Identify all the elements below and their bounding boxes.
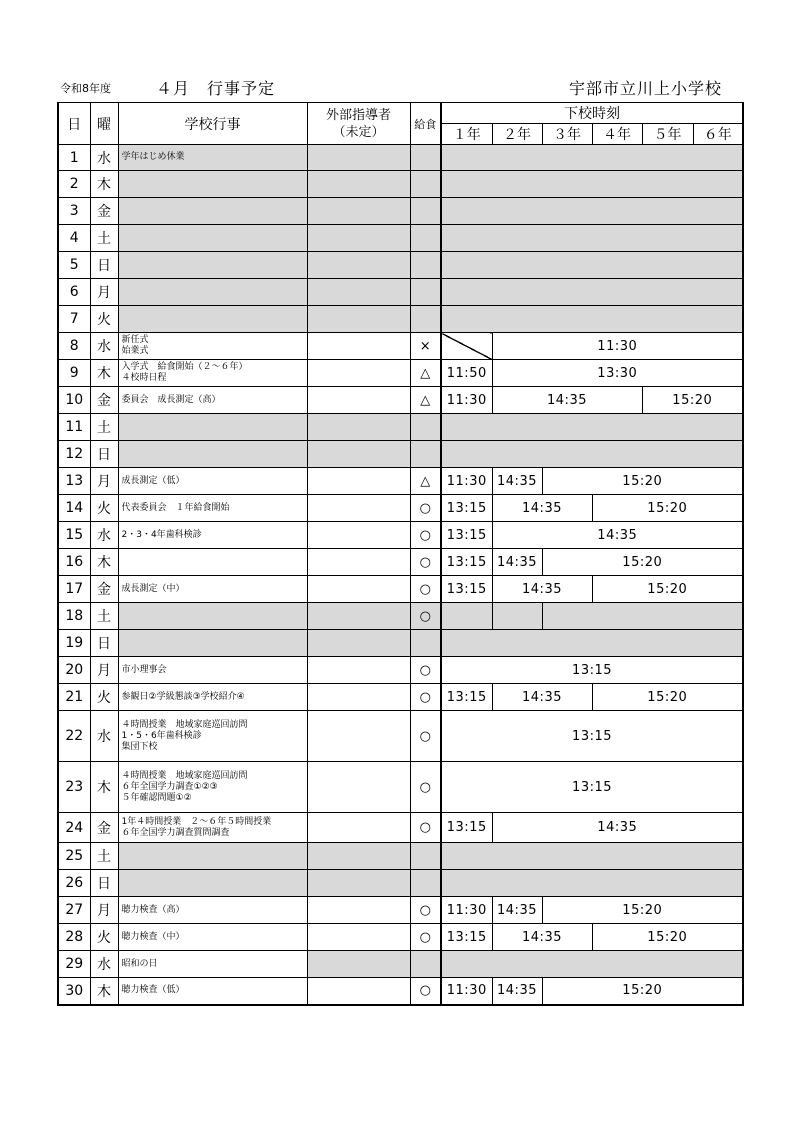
event-text: 成長測定（低） — [118, 468, 307, 495]
day-number: 2 — [58, 171, 90, 198]
dismissal-time: 15:20 — [592, 576, 743, 603]
lunch-mark: ○ — [410, 684, 441, 711]
schedule-row — [58, 978, 743, 1005]
schedule-row — [58, 145, 743, 171]
schedule-row — [58, 603, 743, 630]
weekday: 日 — [90, 252, 118, 279]
day-number: 5 — [58, 252, 90, 279]
instructor-cell — [307, 387, 410, 414]
dismissal-empty — [542, 603, 743, 630]
dismissal-time: 15:20 — [592, 495, 743, 522]
dismissal-empty — [441, 225, 743, 252]
schedule-table — [57, 102, 744, 1006]
event-text: 昭和の日 — [118, 951, 307, 978]
schedule-row — [58, 522, 743, 549]
weekday: 月 — [90, 897, 118, 924]
event-text: 1年４時間授業 ２～６年５時間授業 ６年全国学力調査質問調査 — [118, 813, 307, 843]
weekday: 木 — [90, 762, 118, 813]
weekday: 日 — [90, 630, 118, 657]
dismissal-time: 15:20 — [592, 924, 743, 951]
day-number: 1 — [58, 145, 90, 171]
lunch-mark — [410, 225, 441, 252]
instructor-cell — [307, 924, 410, 951]
instructor-cell — [307, 630, 410, 657]
dismissal-time: 15:20 — [542, 978, 743, 1005]
lunch-mark — [410, 441, 441, 468]
day-number: 15 — [58, 522, 90, 549]
instructor-cell — [307, 441, 410, 468]
weekday: 火 — [90, 495, 118, 522]
weekday: 火 — [90, 924, 118, 951]
lunch-mark — [410, 843, 441, 870]
instructor-cell — [307, 468, 410, 495]
event-text — [118, 171, 307, 198]
weekday: 月 — [90, 279, 118, 306]
schedule-row — [58, 441, 743, 468]
weekday: 水 — [90, 522, 118, 549]
event-text — [118, 843, 307, 870]
event-text — [118, 441, 307, 468]
weekday: 火 — [90, 306, 118, 333]
event-text — [118, 306, 307, 333]
schedule-row — [58, 252, 743, 279]
instructor-cell — [307, 252, 410, 279]
instructor-cell — [307, 870, 410, 897]
dismissal-time: 14:35 — [492, 522, 743, 549]
event-text: 参観日②学級懇談③学校紹介④ — [118, 684, 307, 711]
dismissal-empty — [441, 870, 743, 897]
lunch-mark: ○ — [410, 522, 441, 549]
event-text — [118, 198, 307, 225]
day-number: 11 — [58, 414, 90, 441]
day-number: 18 — [58, 603, 90, 630]
dismissal-time: 13:15 — [441, 495, 492, 522]
dismissal-time: 14:35 — [492, 495, 592, 522]
instructor-cell — [307, 549, 410, 576]
weekday: 水 — [90, 951, 118, 978]
event-text: 聴力検査（中） — [118, 924, 307, 951]
lunch-mark: ○ — [410, 762, 441, 813]
lunch-mark — [410, 171, 441, 198]
dismissal-empty — [441, 630, 743, 657]
page-header — [58, 76, 742, 98]
grade-3-header: ３年 — [542, 124, 592, 145]
weekday: 木 — [90, 549, 118, 576]
dismissal-empty — [441, 603, 492, 630]
lunch-mark — [410, 870, 441, 897]
dismissal-time: 15:20 — [642, 387, 743, 414]
dismissal-time: 13:15 — [441, 924, 492, 951]
page-title: ４月 行事予定 — [156, 79, 276, 98]
schedule-row — [58, 870, 743, 897]
day-number: 21 — [58, 684, 90, 711]
grade-2-header: ２年 — [492, 124, 542, 145]
dismissal-empty — [441, 843, 743, 870]
dismissal-time: 13:30 — [492, 360, 743, 387]
event-text: ４時間授業 地域家庭巡回訪問 1・5・6年歯科検診 集団下校 — [118, 711, 307, 762]
day-number: 26 — [58, 870, 90, 897]
schedule-row — [58, 813, 743, 843]
dismissal-empty — [492, 603, 542, 630]
event-text — [118, 630, 307, 657]
dismissal-time: 15:20 — [542, 549, 743, 576]
instructor-cell — [307, 279, 410, 306]
lunch-mark — [410, 252, 441, 279]
grade-5-header: ５年 — [642, 124, 693, 145]
grade-6-header: ６年 — [693, 124, 743, 145]
schedule-row — [58, 414, 743, 441]
instructor-cell — [307, 897, 410, 924]
lunch-mark: ○ — [410, 549, 441, 576]
instructor-cell — [307, 978, 410, 1005]
lunch-mark: ○ — [410, 603, 441, 630]
day-number: 28 — [58, 924, 90, 951]
dismissal-time: 13:15 — [441, 657, 743, 684]
instructor-cell — [307, 495, 410, 522]
dismissal-time: 15:20 — [542, 468, 743, 495]
schedule-row — [58, 657, 743, 684]
schedule-row — [58, 387, 743, 414]
dismissal-time: 11:30 — [441, 897, 492, 924]
day-number: 6 — [58, 279, 90, 306]
instructor-cell — [307, 198, 410, 225]
dismissal-time: 14:35 — [492, 684, 592, 711]
event-text: 代表委員会 １年給食開始 — [118, 495, 307, 522]
lunch-mark: ○ — [410, 495, 441, 522]
instructor-cell — [307, 762, 410, 813]
weekday: 土 — [90, 843, 118, 870]
dismissal-time: 14:35 — [492, 813, 743, 843]
instructor-cell — [307, 306, 410, 333]
weekday: 金 — [90, 198, 118, 225]
lunch-mark — [410, 306, 441, 333]
grade-4-header: ４年 — [592, 124, 642, 145]
day-number: 3 — [58, 198, 90, 225]
lunch-mark: △ — [410, 360, 441, 387]
event-text: 委員会 成長測定（高） — [118, 387, 307, 414]
dismissal-time: 13:15 — [441, 522, 492, 549]
event-text: 2・3・4年歯科検診 — [118, 522, 307, 549]
event-text: 新任式 始業式 — [118, 333, 307, 360]
schedule-row — [58, 897, 743, 924]
dismissal-time: 13:15 — [441, 684, 492, 711]
lunch-mark — [410, 279, 441, 306]
school-name: 宇部市立川上小学校 — [568, 79, 722, 98]
dismissal-empty — [441, 145, 743, 171]
weekday: 月 — [90, 468, 118, 495]
schedule-row — [58, 549, 743, 576]
day-number: 27 — [58, 897, 90, 924]
weekday: 月 — [90, 657, 118, 684]
event-text — [118, 414, 307, 441]
lunch-mark — [410, 145, 441, 171]
schedule-row — [58, 279, 743, 306]
day-number: 22 — [58, 711, 90, 762]
weekday: 日 — [90, 870, 118, 897]
day-number: 29 — [58, 951, 90, 978]
grade-1-header: １年 — [441, 124, 492, 145]
lunch-mark: ○ — [410, 657, 441, 684]
day-number: 25 — [58, 843, 90, 870]
event-text: 成長測定（中） — [118, 576, 307, 603]
weekday: 水 — [90, 333, 118, 360]
event-text — [118, 870, 307, 897]
schedule-row — [58, 924, 743, 951]
dismissal-time: 13:15 — [441, 711, 743, 762]
event-text — [118, 225, 307, 252]
event-text: 聴力検査（高） — [118, 897, 307, 924]
schedule-row — [58, 762, 743, 813]
day-number: 30 — [58, 978, 90, 1005]
event-text — [118, 549, 307, 576]
day-number: 12 — [58, 441, 90, 468]
dismissal-time: 13:15 — [441, 549, 492, 576]
schedule-row — [58, 951, 743, 978]
dismissal-time: 14:35 — [492, 924, 592, 951]
dismissal-empty — [441, 279, 743, 306]
dismissal-time: 14:35 — [492, 978, 542, 1005]
dismissal-empty — [441, 252, 743, 279]
fiscal-year: 令和8年度 — [60, 82, 111, 95]
dismissal-time: 14:35 — [492, 576, 592, 603]
weekday: 金 — [90, 576, 118, 603]
dismissal-time: 11:50 — [441, 360, 492, 387]
event-text: ４時間授業 地域家庭巡回訪問 ６年全国学力調査①②③ ５年確認問題①② — [118, 762, 307, 813]
col-lunch: 給食 — [410, 103, 441, 145]
day-number: 13 — [58, 468, 90, 495]
event-text — [118, 603, 307, 630]
event-text — [118, 279, 307, 306]
schedule-row — [58, 468, 743, 495]
dismissal-empty — [441, 414, 743, 441]
event-text: 学年はじめ休業 — [118, 145, 307, 171]
instructor-cell — [307, 951, 410, 978]
weekday: 木 — [90, 978, 118, 1005]
day-number: 4 — [58, 225, 90, 252]
dismissal-empty — [441, 198, 743, 225]
col-day: 日 — [58, 103, 90, 145]
lunch-mark: ○ — [410, 978, 441, 1005]
instructor-cell — [307, 333, 410, 360]
dismissal-time: 11:30 — [441, 468, 492, 495]
lunch-mark — [410, 198, 441, 225]
day-number: 10 — [58, 387, 90, 414]
day-number: 9 — [58, 360, 90, 387]
dismissal-time: 15:20 — [592, 684, 743, 711]
lunch-mark: ○ — [410, 813, 441, 843]
weekday: 木 — [90, 171, 118, 198]
dismissal-time: 15:20 — [542, 897, 743, 924]
weekday: 土 — [90, 414, 118, 441]
instructor-cell — [307, 522, 410, 549]
event-text — [118, 252, 307, 279]
lunch-mark — [410, 630, 441, 657]
dismissal-time: 14:35 — [492, 549, 542, 576]
day-number: 19 — [58, 630, 90, 657]
instructor-cell — [307, 414, 410, 441]
weekday: 金 — [90, 387, 118, 414]
day-number: 24 — [58, 813, 90, 843]
event-text: 市小理事会 — [118, 657, 307, 684]
dismissal-time: 14:35 — [492, 897, 542, 924]
weekday: 水 — [90, 145, 118, 171]
no-dismissal-cell — [441, 333, 492, 360]
weekday: 金 — [90, 813, 118, 843]
weekday: 土 — [90, 225, 118, 252]
event-text: 入学式 給食開始（２～６年） ４校時日程 — [118, 360, 307, 387]
dismissal-empty — [441, 171, 743, 198]
lunch-mark — [410, 414, 441, 441]
lunch-mark: ○ — [410, 924, 441, 951]
instructor-cell — [307, 360, 410, 387]
instructor-cell — [307, 657, 410, 684]
instructor-cell — [307, 171, 410, 198]
col-event: 学校行事 — [118, 103, 307, 145]
day-number: 16 — [58, 549, 90, 576]
schedule-row — [58, 225, 743, 252]
dismissal-empty — [441, 951, 743, 978]
lunch-mark — [410, 951, 441, 978]
instructor-cell — [307, 225, 410, 252]
dismissal-time: 11:30 — [441, 978, 492, 1005]
day-number: 23 — [58, 762, 90, 813]
col-instructor: 外部指導者 （未定） — [307, 103, 410, 145]
dismissal-time: 14:35 — [492, 468, 542, 495]
schedule-row — [58, 360, 743, 387]
day-number: 8 — [58, 333, 90, 360]
schedule-row — [58, 306, 743, 333]
dismissal-time: 13:15 — [441, 576, 492, 603]
event-text: 聴力検査（低） — [118, 978, 307, 1005]
schedule-row — [58, 198, 743, 225]
schedule-row — [58, 630, 743, 657]
weekday: 土 — [90, 603, 118, 630]
lunch-mark: ○ — [410, 711, 441, 762]
weekday: 火 — [90, 684, 118, 711]
instructor-cell — [307, 603, 410, 630]
day-number: 7 — [58, 306, 90, 333]
col-dismissal: 下校時刻 — [441, 103, 743, 124]
day-number: 17 — [58, 576, 90, 603]
instructor-cell — [307, 711, 410, 762]
schedule-row — [58, 171, 743, 198]
dismissal-time: 13:15 — [441, 762, 743, 813]
dismissal-time: 11:30 — [441, 387, 492, 414]
weekday: 日 — [90, 441, 118, 468]
instructor-cell — [307, 843, 410, 870]
schedule-row — [58, 843, 743, 870]
instructor-cell — [307, 145, 410, 171]
dismissal-empty — [441, 306, 743, 333]
dismissal-empty — [441, 441, 743, 468]
day-number: 14 — [58, 495, 90, 522]
schedule-row — [58, 684, 743, 711]
day-number: 20 — [58, 657, 90, 684]
dismissal-time: 13:15 — [441, 813, 492, 843]
schedule-row — [58, 333, 743, 360]
instructor-cell — [307, 813, 410, 843]
weekday: 水 — [90, 711, 118, 762]
schedule-row — [58, 495, 743, 522]
col-weekday: 曜 — [90, 103, 118, 145]
lunch-mark: × — [410, 333, 441, 360]
lunch-mark: ○ — [410, 576, 441, 603]
lunch-mark: △ — [410, 387, 441, 414]
weekday: 木 — [90, 360, 118, 387]
schedule-row — [58, 576, 743, 603]
instructor-cell — [307, 684, 410, 711]
dismissal-time: 11:30 — [492, 333, 743, 360]
dismissal-time: 14:35 — [492, 387, 642, 414]
schedule-row — [58, 711, 743, 762]
lunch-mark: ○ — [410, 897, 441, 924]
instructor-cell — [307, 576, 410, 603]
lunch-mark: △ — [410, 468, 441, 495]
